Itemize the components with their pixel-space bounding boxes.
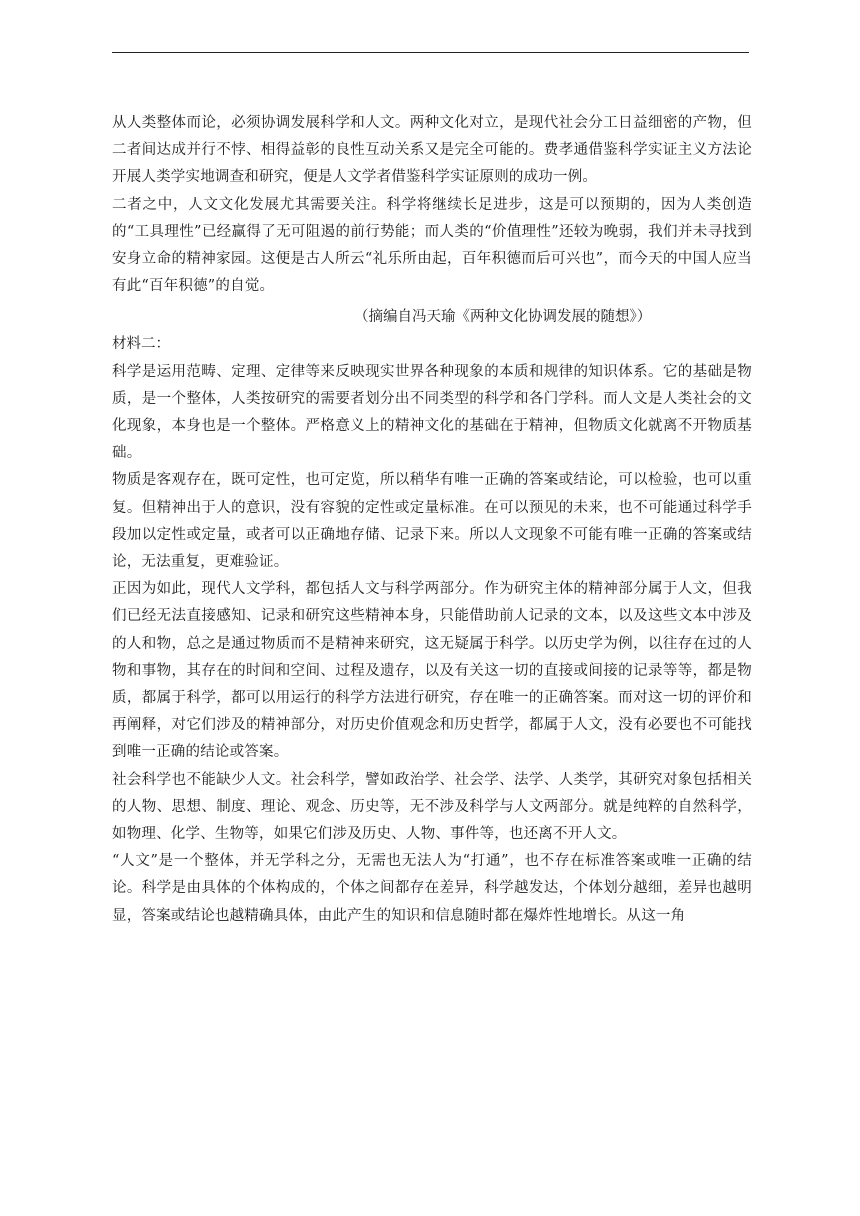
source-attribution: （摘编自冯天瑜《两种文化协调发展的随想》）	[354, 309, 652, 326]
document-body	[112, 110, 752, 930]
paragraph-2: 二者之中，人文文化发展尤其需要关注。科学将继续长足进步，这是可以预期的，因为人类创造的“工具理性”已经赢得了无可阻遏的前行势能；而人类的“价值理性”还较为晚弱，我们并未寻找到安身立命的精神家园。这便是古人所云“礼乐所由起，百年积德而后可兴也”，而今天的中国人应当有此“百年积德”的自觉。	[112, 196, 752, 295]
material-two-label: 材料二：	[112, 336, 170, 353]
header-rule	[112, 52, 749, 53]
paragraph-3: 科学是运用范畴、定理、定律等来反映现实世界各种现象的本质和规律的知识体系。它的基础是物质，是一个整体，人类按研究的需要者划分出不同类型的科学和各门学科。而人文是人类社会的文化现象，本身也是一个整体。严格意义上的精神文化的基础在于精神，但物质文化就离不开物质基础。	[112, 363, 752, 462]
paragraph-7: “人文”是一个整体，并无学科之分，无需也无法人为“打通”，也不存在标准答案或唯一正确的结论。科学是由具体的个体构成的，个体之间都存在差异，科学越发达，个体划分越细，差异也越明显，答案或结论也越精确具体，由此产生的知识和信息随时都在爆炸性地增长。从这一角	[112, 853, 752, 924]
paragraph-1: 从人类整体而论，必须协调发展科学和人文。两种文化对立，是现代社会分工日益细密的产物，但二者间达成并行不悖、相得益彰的良性互动关系又是完全可能的。费孝通借鉴科学实证主义方法论开展人类学实地调查和研究，便是人文学者借鉴科学实证原则的成功一例。	[112, 115, 752, 186]
paragraph-5: 正因为如此，现代人文学科，都包括人文与科学两部分。作为研究主体的精神部分属于人文，但我们已经无法直接感知、记录和研究这些精神本身，只能借助前人记录的文本，以及这些文本中涉及的人和物，总之是通过物质而不是精神来研究，这无疑属于科学。以历史学为例，以往存在过的人物和事物，其存在的时间和空间、过程及遗存，以及有关这一切的直接或间接的记录等等，都是物质，都属于科学，都可以用运行的科学方法进行研究，存在唯一的正确答案。而对这一切的评价和再阐释，对它们涉及的精神部分，对历史价值观念和历史哲学，都属于人文，没有必要也不可能找到唯一正确的结论或答案。	[112, 581, 752, 761]
paragraph-4: 物质是客观存在，既可定性，也可定览，所以稍华有唯一正确的答案或结论，可以检验，也可以重复。但精神出于人的意识，没有容貌的定性或定量标准。在可以预见的未来，也不可能通过科学手段加以定性或定量，或者可以正确地存储、记录下来。所以人文现象不可能有唯一正确的答案或结论，无法重复，更难验证。	[112, 472, 752, 571]
paragraph-6: 社会科学也不能缺少人文。社会科学，譬如政治学、社会学、法学、人类学，其研究对象包括相关的人物、思想、制度、理论、观念、历史等，无不涉及科学与人文两部分。就是纯粹的自然科学，如物理、化学、生物等，如果它们涉及历史、人物、事件等，也还离不开人文。	[112, 771, 752, 843]
